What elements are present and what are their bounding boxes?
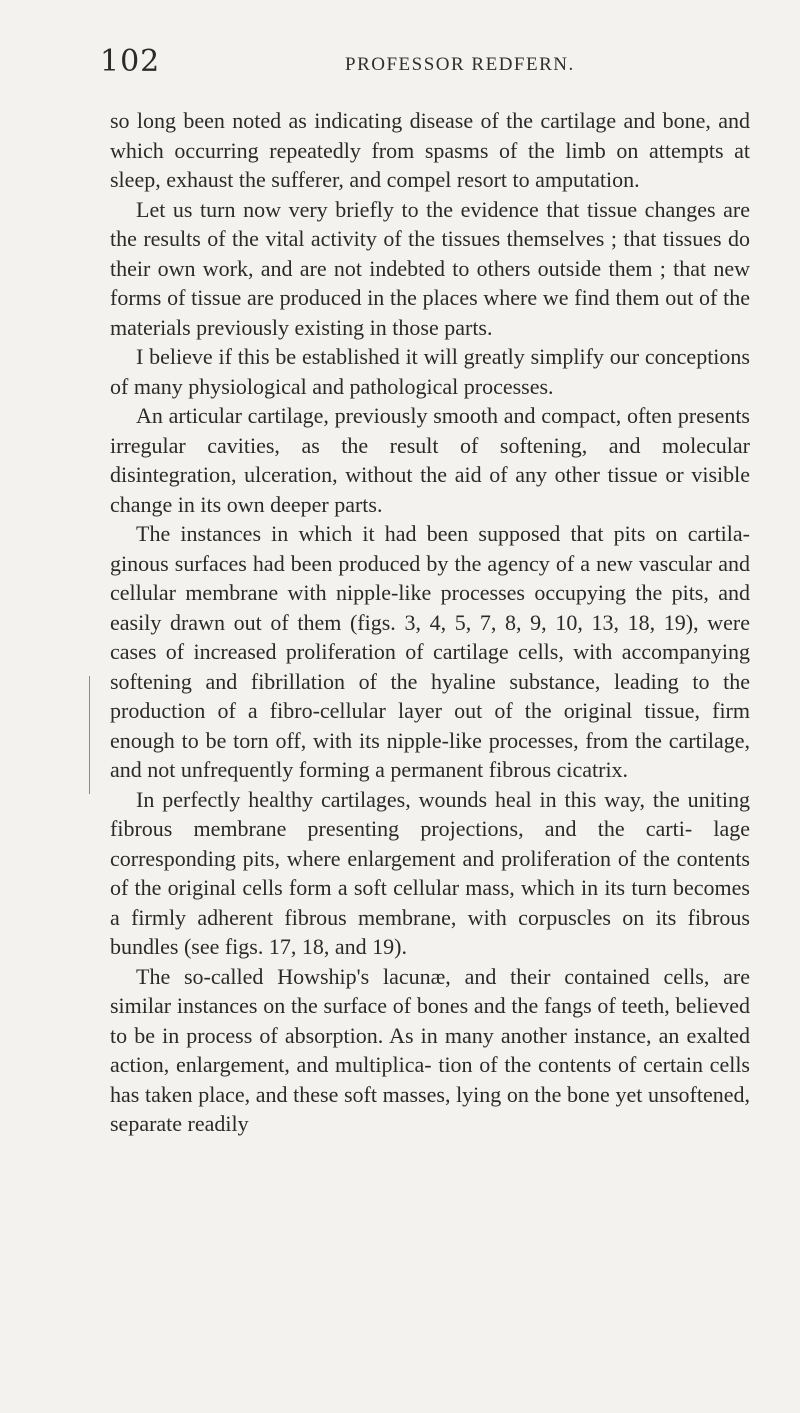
body-text [110, 106, 750, 1139]
margin-bracket-mark [89, 676, 102, 794]
page-header [100, 44, 740, 84]
paragraph: The so-called Howship's lacunæ, and their contained cells, are similar instances on the surface of bones and the fangs of teeth, believed to be in process of absorption. As in many another instance, an exalted action, enlargement, and multiplica- tion of the contents of certain cells has taken place, and these soft masses, lying on the bone yet unsoftened, separate readily [110, 963, 750, 1136]
paragraph: I believe if this be established it will greatly simplify our conceptions of many physiological and pathological processes. [110, 344, 750, 399]
paragraph: Let us turn now very briefly to the evidence that tissue changes are the results of the vital activity of the tissues themselves ; that tissues do their own work, and are not indebted to others outside them ; that new forms of tissue are produced in the places where we find them out of the materials previously existing in those parts. [110, 196, 750, 340]
paragraph: In perfectly healthy cartilages, wounds heal in this way, the uniting fibrous membrane presenting projections, and the carti- lage corresponding pits, where enlargement and proliferation of the contents of the original cells form a soft cellular mass, which in its turn becomes a firmly adherent fibrous membrane, with corpuscles on its fibrous bundles (see figs. 17, 18, and 19). [110, 786, 750, 959]
paragraph: An articular cartilage, previously smooth and compact, often presents irregular cavities, as the result of softening, and molecular disintegration, ulceration, without the aid of any other tissue or visible change in its own deeper parts. [110, 403, 750, 517]
running-head: PROFESSOR REDFERN. [345, 54, 575, 75]
page-number: 102 [100, 44, 161, 79]
paragraph: The instances in which it had been supposed that pits on cartila- ginous surfaces had been produced by the agency of a new vascular and cellular membrane with nipple-like processes occupying the pits, and easily drawn out of them (figs. 3, 4, 5, 7, 8, 9, 10, 13, 18, 19), were cases of increased proliferation of cartilage cells, with accompanying softening and fibrillation of the hyaline substance, leading to the production of a fibro-cellular layer out of the original tissue, firm enough to be torn off, with its nipple-like processes, from the cartilage, and not unfrequently forming a permanent fibrous cicatrix. [110, 521, 750, 782]
paragraph-continued: so long been noted as indicating disease of the cartilage and bone, and which occurring repeatedly from spasms of the limb on attempts at sleep, exhaust the sufferer, and compel resort to amputation. [110, 108, 750, 192]
